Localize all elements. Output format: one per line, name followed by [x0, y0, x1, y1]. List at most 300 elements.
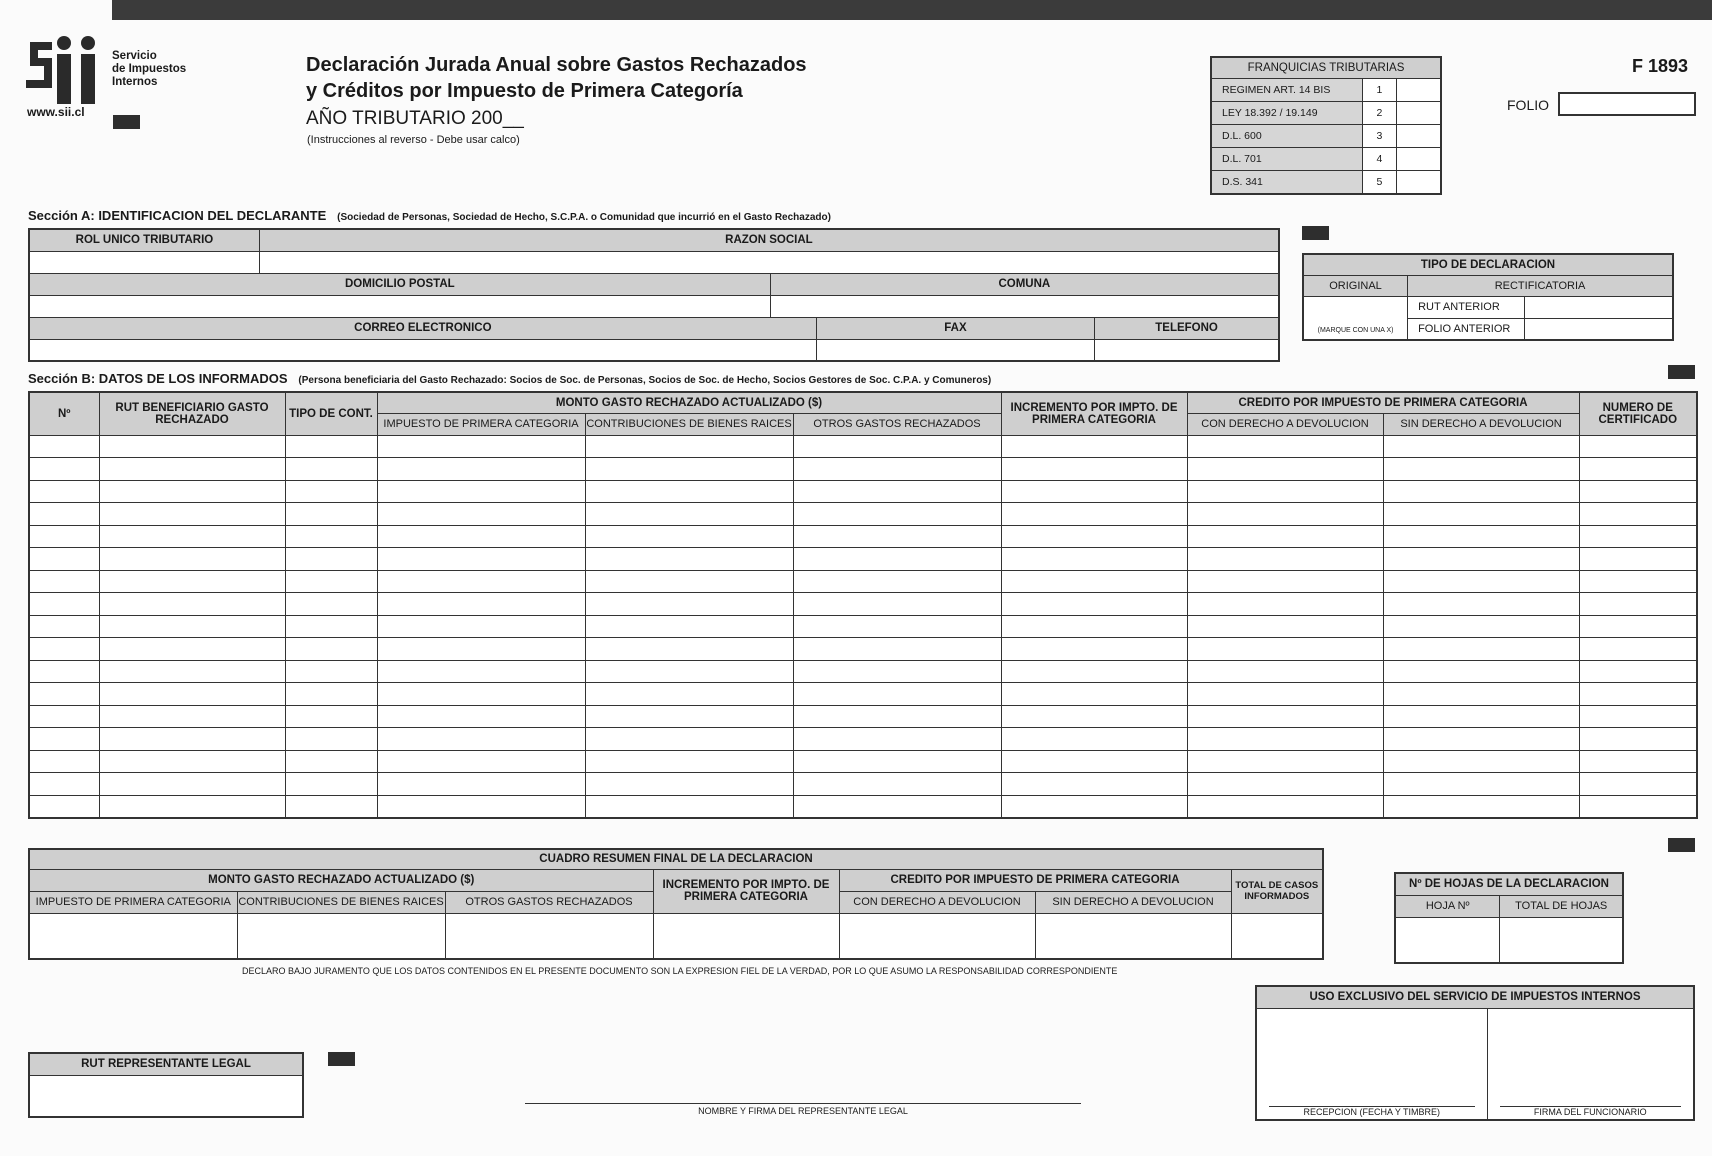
franquicias-table	[1210, 56, 1442, 195]
table-cell[interactable]	[99, 480, 285, 503]
table-cell[interactable]	[1187, 548, 1383, 571]
folio-label: FOLIO	[1507, 97, 1550, 113]
table-cell[interactable]	[99, 773, 285, 796]
table-cell[interactable]	[285, 795, 377, 818]
table-cell[interactable]	[1579, 503, 1697, 526]
table-cell[interactable]	[793, 570, 1001, 593]
table-cell[interactable]	[585, 525, 793, 548]
table-cell[interactable]	[29, 728, 99, 751]
resumen-impuesto-field[interactable]	[29, 913, 237, 959]
section-b-heading: Sección B: DATOS DE LOS INFORMADOS	[28, 371, 288, 386]
franquicia-num: 3	[1362, 125, 1396, 148]
rut-label: ROL UNICO TRIBUTARIO	[29, 229, 259, 251]
table-cell[interactable]	[793, 773, 1001, 796]
table-cell[interactable]	[29, 638, 99, 661]
table-cell[interactable]	[1187, 683, 1383, 706]
table-cell[interactable]	[1383, 458, 1579, 481]
table-cell[interactable]	[1187, 705, 1383, 728]
table-cell[interactable]	[99, 638, 285, 661]
table-cell[interactable]	[285, 458, 377, 481]
rut-anterior-label: RUT ANTERIOR	[1408, 296, 1525, 318]
table-cell[interactable]	[1187, 458, 1383, 481]
table-cell[interactable]	[99, 503, 285, 526]
recepcion-label: RECEPCION (FECHA Y TIMBRE)	[1269, 1106, 1475, 1117]
table-cell[interactable]	[1383, 705, 1579, 728]
sii-uso-table	[1255, 985, 1695, 1121]
table-cell[interactable]	[1579, 683, 1697, 706]
table-cell[interactable]	[585, 750, 793, 773]
org-line-1: Servicio	[112, 50, 157, 62]
table-row	[29, 435, 1697, 458]
table-cell[interactable]	[377, 660, 585, 683]
table-cell[interactable]	[1001, 548, 1187, 571]
table-cell[interactable]	[1001, 728, 1187, 751]
table-cell[interactable]	[793, 435, 1001, 458]
correo-field[interactable]	[29, 339, 816, 361]
table-cell[interactable]	[1383, 525, 1579, 548]
resumen-contribuciones-field[interactable]	[237, 913, 445, 959]
table-cell[interactable]	[1579, 480, 1697, 503]
table-cell[interactable]	[377, 435, 585, 458]
hojas-table	[1394, 872, 1624, 964]
table-cell[interactable]	[1383, 638, 1579, 661]
hoja-n-label: HOJA Nº	[1395, 895, 1500, 917]
resumen-sin-derecho: SIN DERECHO A DEVOLUCION	[1035, 891, 1231, 913]
firma-funcionario-field[interactable]	[1487, 1008, 1694, 1120]
franquicia-num: 4	[1362, 148, 1396, 171]
tipo-declaracion-table	[1302, 253, 1674, 341]
table-cell[interactable]	[377, 525, 585, 548]
website: www.sii.cl	[27, 105, 85, 119]
rut-field[interactable]	[29, 251, 259, 273]
table-cell[interactable]	[793, 705, 1001, 728]
table-cell[interactable]	[1187, 750, 1383, 773]
table-cell[interactable]	[1579, 773, 1697, 796]
table-cell[interactable]	[377, 750, 585, 773]
table-cell[interactable]	[29, 503, 99, 526]
table-cell[interactable]	[1001, 705, 1187, 728]
rectificatoria-label: RECTIFICATORIA	[1408, 275, 1673, 296]
table-cell[interactable]	[585, 795, 793, 818]
franquicia-label: D.L. 600	[1211, 125, 1362, 148]
table-cell[interactable]	[585, 728, 793, 751]
table-cell[interactable]	[29, 480, 99, 503]
table-cell[interactable]	[29, 615, 99, 638]
franquicia-label: REGIMEN ART. 14 BIS	[1211, 79, 1362, 102]
org-line-3: Internos	[112, 76, 158, 88]
section-a-heading: Sección A: IDENTIFICACION DEL DECLARANTE	[28, 208, 327, 223]
table-row	[29, 705, 1697, 728]
table-cell[interactable]	[585, 593, 793, 616]
table-cell[interactable]	[1187, 593, 1383, 616]
table-cell[interactable]	[29, 593, 99, 616]
telefono-label: TELEFONO	[1095, 317, 1279, 339]
table-row	[29, 525, 1697, 548]
franquicia-label: D.L. 701	[1211, 148, 1362, 171]
table-cell[interactable]	[1383, 773, 1579, 796]
total-hojas-field[interactable]	[1500, 917, 1623, 963]
firma-rep-label: NOMBRE Y FIRMA DEL REPRESENTANTE LEGAL	[525, 1103, 1081, 1116]
sii-uso-title: USO EXCLUSIVO DEL SERVICIO DE IMPUESTOS INTERNOS	[1256, 986, 1694, 1008]
table-cell[interactable]	[1579, 435, 1697, 458]
table-cell[interactable]	[99, 615, 285, 638]
table-cell[interactable]	[793, 638, 1001, 661]
folio-anterior-label: FOLIO ANTERIOR	[1408, 318, 1525, 340]
form-number: F 1893	[1632, 56, 1689, 76]
razon-social-label: RAZON SOCIAL	[259, 229, 1279, 251]
registration-mark	[1302, 226, 1329, 240]
table-cell[interactable]	[99, 593, 285, 616]
table-cell[interactable]	[1001, 435, 1187, 458]
col-monto: MONTO GASTO RECHAZADO ACTUALIZADO ($)	[377, 392, 1001, 413]
franquicia-num: 2	[1362, 102, 1396, 125]
table-cell[interactable]	[99, 750, 285, 773]
table-cell[interactable]	[793, 683, 1001, 706]
franquicia-check[interactable]	[1397, 125, 1441, 148]
table-cell[interactable]	[1187, 480, 1383, 503]
marque-hint: (MARQUE CON UNA X)	[1317, 327, 1394, 334]
table-cell[interactable]	[1187, 525, 1383, 548]
table-cell[interactable]	[1579, 615, 1697, 638]
franquicia-num: 5	[1362, 171, 1396, 195]
table-cell[interactable]	[99, 525, 285, 548]
table-cell[interactable]	[1579, 525, 1697, 548]
table-cell[interactable]	[793, 458, 1001, 481]
table-cell[interactable]	[1187, 795, 1383, 818]
table-cell[interactable]	[285, 683, 377, 706]
original-check[interactable]	[1303, 296, 1408, 340]
table-cell[interactable]	[793, 503, 1001, 526]
table-row	[29, 728, 1697, 751]
telefono-field[interactable]	[1095, 339, 1279, 361]
table-cell[interactable]	[29, 795, 99, 818]
table-cell[interactable]	[1579, 548, 1697, 571]
franquicia-label: LEY 18.392 / 19.149	[1211, 102, 1362, 125]
table-cell[interactable]	[285, 638, 377, 661]
table-cell[interactable]	[1187, 615, 1383, 638]
resumen-con-field[interactable]	[839, 913, 1035, 959]
resumen-total-field[interactable]	[1231, 913, 1323, 959]
franquicia-check[interactable]	[1397, 79, 1441, 102]
rut-anterior-field[interactable]	[1524, 296, 1673, 318]
table-cell[interactable]	[377, 638, 585, 661]
table-cell[interactable]	[1383, 593, 1579, 616]
sii-logo	[26, 34, 106, 104]
table-cell[interactable]	[285, 773, 377, 796]
table-cell[interactable]	[793, 615, 1001, 638]
table-cell[interactable]	[1187, 570, 1383, 593]
table-cell[interactable]	[1579, 593, 1697, 616]
table-cell[interactable]	[1383, 683, 1579, 706]
table-cell[interactable]	[99, 435, 285, 458]
table-cell[interactable]	[285, 503, 377, 526]
table-cell[interactable]	[1001, 570, 1187, 593]
table-cell[interactable]	[1001, 503, 1187, 526]
table-cell[interactable]	[29, 435, 99, 458]
table-row	[29, 480, 1697, 503]
table-row	[29, 615, 1697, 638]
table-cell[interactable]	[99, 795, 285, 818]
org-line-2: de Impuestos	[112, 63, 187, 75]
table-cell[interactable]	[1001, 615, 1187, 638]
table-cell[interactable]	[99, 548, 285, 571]
table-cell[interactable]	[1383, 795, 1579, 818]
resumen-otros: OTROS GASTOS RECHAZADOS	[445, 891, 653, 913]
table-cell[interactable]	[99, 728, 285, 751]
table-cell[interactable]	[377, 480, 585, 503]
table-cell[interactable]	[377, 458, 585, 481]
table-cell[interactable]	[585, 548, 793, 571]
table-cell[interactable]	[585, 660, 793, 683]
table-cell[interactable]	[377, 503, 585, 526]
table-row	[29, 773, 1697, 796]
table-cell[interactable]	[1001, 638, 1187, 661]
col-certificado: NUMERO DE CERTIFICADO	[1579, 392, 1697, 435]
registration-mark	[113, 115, 140, 129]
table-cell[interactable]	[285, 593, 377, 616]
section-b-subtitle: (Persona beneficiaria del Gasto Rechazado: Socios de Soc. de Personas, Socios de Soc. de Hecho, Socios Gestores de Soc. C.P.A. y Comuneros)	[298, 375, 992, 386]
tax-year: AÑO TRIBUTARIO 200__	[306, 108, 524, 129]
section-a-table	[28, 228, 1280, 362]
col-con-derecho: CON DERECHO A DEVOLUCION	[1187, 413, 1383, 435]
table-cell[interactable]	[285, 705, 377, 728]
table-cell[interactable]	[29, 683, 99, 706]
instructions: (Instrucciones al reverso - Debe usar calco)	[307, 134, 520, 146]
table-cell[interactable]	[29, 548, 99, 571]
title-line-1: Declaración Jurada Anual sobre Gastos Rechazados	[306, 54, 807, 76]
col-tipo-cont: TIPO DE CONT.	[285, 392, 377, 435]
table-cell[interactable]	[1383, 548, 1579, 571]
table-cell[interactable]	[1001, 750, 1187, 773]
table-cell[interactable]	[377, 705, 585, 728]
fax-field[interactable]	[816, 339, 1094, 361]
table-cell[interactable]	[285, 660, 377, 683]
table-cell[interactable]	[793, 795, 1001, 818]
rut-rep-field[interactable]	[29, 1075, 303, 1117]
table-cell[interactable]	[1383, 435, 1579, 458]
franquicias-title: FRANQUICIAS TRIBUTARIAS	[1211, 57, 1441, 79]
table-cell[interactable]	[377, 548, 585, 571]
table-cell[interactable]	[285, 548, 377, 571]
resumen-contribuciones: CONTRIBUCIONES DE BIENES RAICES	[237, 891, 445, 913]
table-cell[interactable]	[377, 795, 585, 818]
table-cell[interactable]	[285, 570, 377, 593]
col-credito: CREDITO POR IMPUESTO DE PRIMERA CATEGORIA	[1187, 392, 1579, 413]
table-cell[interactable]	[793, 593, 1001, 616]
table-cell[interactable]	[377, 728, 585, 751]
table-cell[interactable]	[585, 615, 793, 638]
table-cell[interactable]	[585, 458, 793, 481]
table-cell[interactable]	[1383, 728, 1579, 751]
table-cell[interactable]	[585, 435, 793, 458]
firma-funcionario-label: FIRMA DEL FUNCIONARIO	[1500, 1106, 1681, 1117]
table-cell[interactable]	[1383, 503, 1579, 526]
table-cell[interactable]	[99, 458, 285, 481]
table-cell[interactable]	[1187, 728, 1383, 751]
table-cell[interactable]	[1579, 728, 1697, 751]
table-cell[interactable]	[1383, 750, 1579, 773]
section-a-title	[28, 208, 1028, 223]
title-line-2: y Créditos por Impuesto de Primera Categoría	[306, 80, 743, 102]
table-cell[interactable]	[29, 773, 99, 796]
table-cell[interactable]	[1187, 773, 1383, 796]
table-cell[interactable]	[793, 660, 1001, 683]
franquicia-check[interactable]	[1397, 148, 1441, 171]
table-cell[interactable]	[793, 480, 1001, 503]
comuna-label: COMUNA	[770, 273, 1279, 295]
correo-label: CORREO ELECTRONICO	[29, 317, 816, 339]
resumen-title: CUADRO RESUMEN FINAL DE LA DECLARACION	[29, 849, 1323, 869]
table-cell[interactable]	[585, 638, 793, 661]
original-label: ORIGINAL	[1303, 275, 1408, 296]
table-cell[interactable]	[1579, 705, 1697, 728]
table-cell[interactable]	[1579, 660, 1697, 683]
table-cell[interactable]	[1001, 593, 1187, 616]
table-cell[interactable]	[1383, 480, 1579, 503]
resumen-impuesto: IMPUESTO DE PRIMERA CATEGORIA	[29, 891, 237, 913]
col-otros: OTROS GASTOS RECHAZADOS	[793, 413, 1001, 435]
rut-rep-table	[28, 1052, 304, 1118]
table-cell[interactable]	[1001, 458, 1187, 481]
firma-rep[interactable]	[525, 1103, 1081, 1116]
table-cell[interactable]	[1001, 683, 1187, 706]
form-title	[306, 52, 807, 104]
table-cell[interactable]	[29, 750, 99, 773]
domicilio-label: DOMICILIO POSTAL	[29, 273, 770, 295]
recepcion-field[interactable]	[1256, 1008, 1487, 1120]
table-cell[interactable]	[1187, 435, 1383, 458]
table-cell[interactable]	[377, 773, 585, 796]
section-a-subtitle: (Sociedad de Personas, Sociedad de Hecho, S.C.P.A. o Comunidad que incurrió en el Gasto Rechazado)	[337, 212, 831, 223]
resumen-incremento: INCREMENTO POR IMPTO. DE PRIMERA CATEGORIA	[653, 869, 839, 913]
declaration-statement: DECLARO BAJO JURAMENTO QUE LOS DATOS CONTENIDOS EN EL PRESENTE DOCUMENTO SON LA EXPRESION FIEL DE LA VERDAD, POR LO QUE ASUMO LA RESPONSABILIDAD CORRESPONDIENTE	[242, 966, 1118, 976]
registration-mark	[1668, 365, 1695, 379]
top-bar	[112, 0, 1712, 20]
table-cell[interactable]	[1579, 570, 1697, 593]
table-cell[interactable]	[1001, 525, 1187, 548]
resumen-con-derecho: CON DERECHO A DEVOLUCION	[839, 891, 1035, 913]
table-cell[interactable]	[1579, 750, 1697, 773]
table-cell[interactable]	[793, 728, 1001, 751]
table-cell[interactable]	[1383, 660, 1579, 683]
table-row	[29, 750, 1697, 773]
table-cell[interactable]	[1001, 480, 1187, 503]
table-cell[interactable]	[1187, 638, 1383, 661]
table-cell[interactable]	[585, 773, 793, 796]
col-contribuciones: CONTRIBUCIONES DE BIENES RAICES	[585, 413, 793, 435]
hojas-title: Nº DE HOJAS DE LA DECLARACION	[1395, 873, 1623, 895]
table-cell[interactable]	[585, 503, 793, 526]
table-cell[interactable]	[99, 705, 285, 728]
resumen-monto: MONTO GASTO RECHAZADO ACTUALIZADO ($)	[29, 869, 653, 891]
domicilio-field[interactable]	[29, 295, 770, 317]
table-cell[interactable]	[29, 570, 99, 593]
table-cell[interactable]	[29, 705, 99, 728]
folio-field[interactable]	[1558, 92, 1696, 116]
table-cell[interactable]	[1383, 570, 1579, 593]
franquicia-check[interactable]	[1397, 171, 1441, 195]
franquicia-label: D.S. 341	[1211, 171, 1362, 195]
resumen-otros-field[interactable]	[445, 913, 653, 959]
table-cell[interactable]	[585, 570, 793, 593]
table-row	[29, 683, 1697, 706]
resumen-sin-field[interactable]	[1035, 913, 1231, 959]
table-cell[interactable]	[285, 525, 377, 548]
table-cell[interactable]	[99, 570, 285, 593]
table-cell[interactable]	[285, 435, 377, 458]
comuna-field[interactable]	[770, 295, 1279, 317]
table-cell[interactable]	[793, 750, 1001, 773]
franquicia-check[interactable]	[1397, 102, 1441, 125]
resumen-credito: CREDITO POR IMPUESTO DE PRIMERA CATEGORIA	[839, 869, 1231, 891]
table-cell[interactable]	[29, 660, 99, 683]
table-row	[29, 548, 1697, 571]
table-row	[29, 503, 1697, 526]
table-row	[29, 458, 1697, 481]
table-cell[interactable]	[377, 570, 585, 593]
total-hojas-label: TOTAL DE HOJAS	[1500, 895, 1623, 917]
org-name	[112, 50, 232, 89]
col-sin-derecho: SIN DERECHO A DEVOLUCION	[1383, 413, 1579, 435]
table-cell[interactable]	[377, 593, 585, 616]
col-rut-beneficiario: RUT BENEFICIARIO GASTO RECHAZADO	[99, 392, 285, 435]
table-cell[interactable]	[585, 683, 793, 706]
tipo-declaracion-title: TIPO DE DECLARACION	[1303, 254, 1673, 275]
table-cell[interactable]	[285, 728, 377, 751]
table-cell[interactable]	[285, 615, 377, 638]
registration-mark	[328, 1052, 355, 1066]
table-cell[interactable]	[585, 480, 793, 503]
registration-mark	[1668, 838, 1695, 852]
table-cell[interactable]	[1579, 795, 1697, 818]
table-cell[interactable]	[377, 615, 585, 638]
table-cell[interactable]	[285, 480, 377, 503]
table-cell[interactable]	[1383, 615, 1579, 638]
table-row	[29, 638, 1697, 661]
resumen-table	[28, 848, 1324, 960]
table-cell[interactable]	[1579, 458, 1697, 481]
table-cell[interactable]	[793, 548, 1001, 571]
table-cell[interactable]	[793, 525, 1001, 548]
table-cell[interactable]	[1187, 503, 1383, 526]
table-cell[interactable]	[1001, 773, 1187, 796]
rut-rep-label: RUT REPRESENTANTE LEGAL	[29, 1053, 303, 1075]
table-cell[interactable]	[1001, 795, 1187, 818]
table-cell[interactable]	[377, 683, 585, 706]
table-cell[interactable]	[1001, 660, 1187, 683]
table-cell[interactable]	[1187, 660, 1383, 683]
table-cell[interactable]	[1579, 638, 1697, 661]
razon-social-field[interactable]	[259, 251, 1279, 273]
table-cell[interactable]	[285, 750, 377, 773]
table-cell[interactable]	[99, 683, 285, 706]
section-b-title	[28, 371, 1428, 386]
table-row	[29, 660, 1697, 683]
folio-anterior-field[interactable]	[1524, 318, 1673, 340]
resumen-total-casos: TOTAL DE CASOS INFORMADOS	[1231, 869, 1323, 913]
franquicia-num: 1	[1362, 79, 1396, 102]
col-incremento: INCREMENTO POR IMPTO. DE PRIMERA CATEGORIA	[1001, 392, 1187, 435]
table-cell[interactable]	[585, 705, 793, 728]
table-row	[29, 593, 1697, 616]
resumen-incremento-field[interactable]	[653, 913, 839, 959]
table-cell[interactable]	[29, 525, 99, 548]
table-cell[interactable]	[99, 660, 285, 683]
col-n: Nº	[29, 392, 99, 435]
table-row	[29, 795, 1697, 818]
table-cell[interactable]	[29, 458, 99, 481]
hoja-n-field[interactable]	[1395, 917, 1500, 963]
